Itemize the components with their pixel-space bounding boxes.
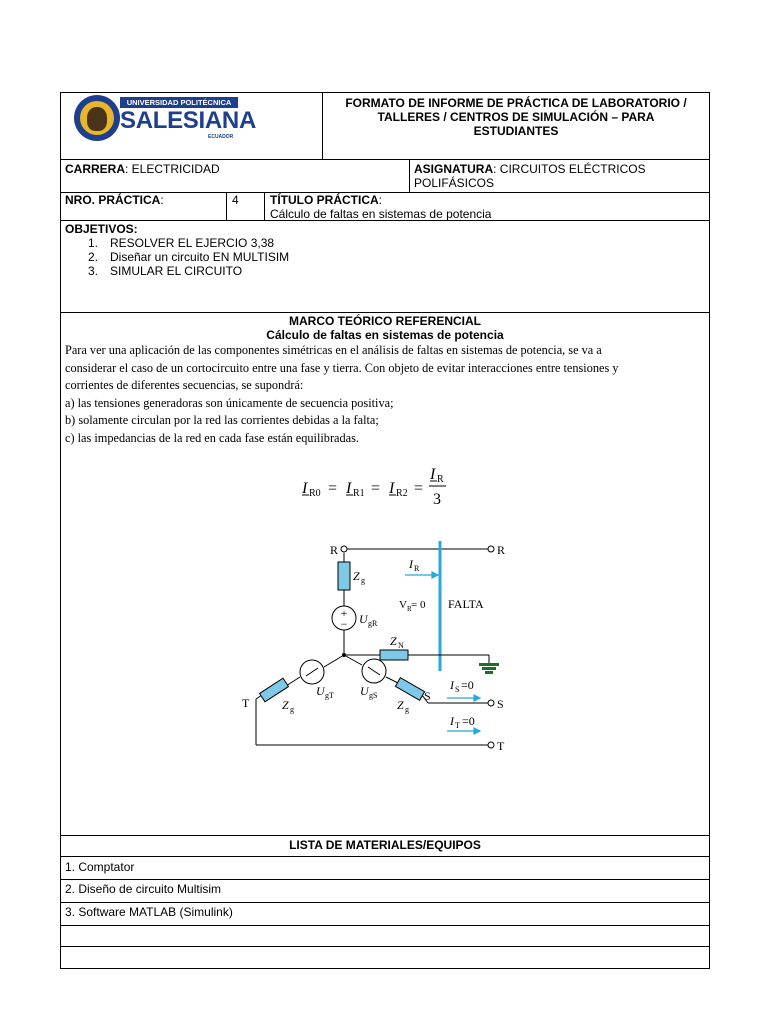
nro-practica-colon: : xyxy=(160,193,164,207)
objetivo-text: Diseñar un circuito EN MULTISIM xyxy=(110,250,290,264)
titulo-practica-label: TÍTULO PRÁCTICA xyxy=(270,193,379,207)
zn-resistor xyxy=(380,650,408,660)
falta-label: FALTA xyxy=(448,597,484,611)
eq-i: I xyxy=(430,466,436,483)
asignatura-field xyxy=(414,162,646,176)
nro-practica-label: NRO. PRÁCTICA xyxy=(65,193,161,207)
material-item: 3. Software MATLAB (Simulink) xyxy=(65,905,233,919)
svg-text:=0: =0 xyxy=(462,714,475,728)
objetivo-text: SIMULAR EL CIRCUITO xyxy=(110,264,243,278)
is-label: I xyxy=(450,678,454,692)
eq-equals: = xyxy=(414,480,424,497)
zg-s-resistor xyxy=(395,678,424,701)
symmetric-components-equation xyxy=(300,462,460,512)
objetivo-item xyxy=(88,250,289,264)
node-s-terminal: S xyxy=(497,697,504,711)
objetivo-num: 1. xyxy=(88,236,99,250)
eq-denominator: 3 xyxy=(433,491,441,508)
svg-text:=0: =0 xyxy=(461,678,474,692)
paragraph-line: a) las tensiones generadoras son únicamente de secuencia positiva; xyxy=(65,395,394,410)
document-title xyxy=(322,96,710,138)
ir-label: I xyxy=(409,557,413,571)
marco-heading: MARCO TEÓRICO REFERENCIAL xyxy=(289,314,481,328)
eq-i: I xyxy=(302,480,308,497)
eq-i: I xyxy=(389,480,395,497)
svg-text:N: N xyxy=(398,641,404,650)
logo-top-text: UNIVERSIDAD POLITÉCNICA xyxy=(120,97,238,108)
source-plus: + xyxy=(340,606,348,620)
it-label: I xyxy=(450,714,454,728)
svg-text:gS: gS xyxy=(369,691,378,700)
title-line-2: TALLERES / CENTROS DE SIMULACIÓN – PARA xyxy=(377,110,655,124)
svg-text:gR: gR xyxy=(368,619,378,628)
eq-sub-r: R xyxy=(437,474,444,485)
svg-text:R: R xyxy=(407,605,412,613)
eq-sub-r2: R2 xyxy=(396,488,408,499)
objetivo-num: 3. xyxy=(88,264,99,278)
objetivo-text: RESOLVER EL EJERCIO 3,38 xyxy=(110,236,275,250)
carrera-field xyxy=(65,162,220,176)
paragraph-line: corrientes de diferentes secuencias, se supondrá: xyxy=(65,378,304,392)
title-line-3: ESTUDIANTES xyxy=(473,124,559,138)
title-line-1: FORMATO DE INFORME DE PRÁCTICA DE LABORATORIO / xyxy=(345,96,687,110)
objetivo-item xyxy=(88,264,242,278)
node-t-terminal: T xyxy=(497,739,505,753)
eq-sub-r0: R0 xyxy=(309,488,321,499)
ground-icon xyxy=(479,663,499,674)
objetivo-item xyxy=(88,236,274,250)
svg-text:gT: gT xyxy=(325,691,334,700)
nro-practica-value: 4 xyxy=(232,193,239,207)
svg-text:g: g xyxy=(405,705,409,714)
objetivo-num: 2. xyxy=(88,250,99,264)
carrera-value: : ELECTRICIDAD xyxy=(125,162,220,176)
svg-text:= 0: = 0 xyxy=(411,599,426,611)
source-minus: − xyxy=(340,617,348,631)
svg-text:R: R xyxy=(414,564,420,573)
node-s-label: S xyxy=(424,689,431,703)
vr-label: V xyxy=(399,599,407,611)
titulo-practica-colon: : xyxy=(378,193,382,207)
svg-text:T: T xyxy=(455,721,460,730)
zg-r-resistor xyxy=(338,562,350,590)
asignatura-label: ASIGNATURA xyxy=(414,162,494,176)
asignatura-value-cont: POLIFÁSICOS xyxy=(414,176,495,190)
paragraph-line: c) las impedancias de la red en cada fase están equilibradas. xyxy=(65,430,359,445)
university-logo xyxy=(70,93,256,143)
carrera-label: CARRERA xyxy=(65,162,125,176)
svg-text:g: g xyxy=(361,576,365,585)
marco-paragraph xyxy=(65,342,710,447)
svg-text:S: S xyxy=(455,685,460,694)
node-t-label: T xyxy=(242,696,250,710)
nro-practica-field xyxy=(65,193,164,207)
paragraph-line: b) solamente circulan por la red las corrientes debidas a la falta; xyxy=(65,413,379,427)
zn-label: Z xyxy=(390,634,397,648)
material-item: 1. Comptator xyxy=(65,860,135,874)
zg-r-label: Z xyxy=(353,569,360,583)
node-r-left: R xyxy=(330,543,339,557)
paragraph-line: Para ver una aplicación de las componentes simétricas en el análisis de faltas en sistemas de potencia, se va a xyxy=(65,343,602,357)
eq-equals: = xyxy=(328,480,338,497)
zg-t-label: Z xyxy=(282,698,289,712)
zg-s-label: Z xyxy=(397,698,404,712)
asignatura-value: : CIRCUITOS ELÉCTRICOS xyxy=(493,162,646,176)
eq-sub-r1: R1 xyxy=(353,488,365,499)
objetivos-heading: OBJETIVOS: xyxy=(65,222,138,236)
eq-equals: = xyxy=(371,480,381,497)
logo-bottom-text: ECUADOR xyxy=(208,134,234,140)
material-item: 2. Diseño de circuito Multisim xyxy=(65,882,222,896)
titulo-practica-value: Cálculo de faltas en sistemas de potencia xyxy=(270,207,492,221)
node-r-right: R xyxy=(497,543,506,557)
ugt-label: U xyxy=(316,684,325,698)
marco-subheading: Cálculo de faltas en sistemas de potencia xyxy=(266,328,504,342)
ugr-label: U xyxy=(359,612,368,626)
paragraph-line: considerar el caso de un cortocircuito entre una fase y tierra. Con objeto de evitar interacciones entre tensiones y xyxy=(65,360,619,375)
titulo-practica-field xyxy=(270,193,382,207)
eq-i: I xyxy=(346,480,352,497)
svg-text:g: g xyxy=(290,705,294,714)
materiales-heading: LISTA DE MATERIALES/EQUIPOS xyxy=(289,838,481,852)
logo-name: SALESIANA xyxy=(120,107,256,134)
ugs-label: U xyxy=(360,684,369,698)
fault-circuit-diagram xyxy=(240,535,515,755)
